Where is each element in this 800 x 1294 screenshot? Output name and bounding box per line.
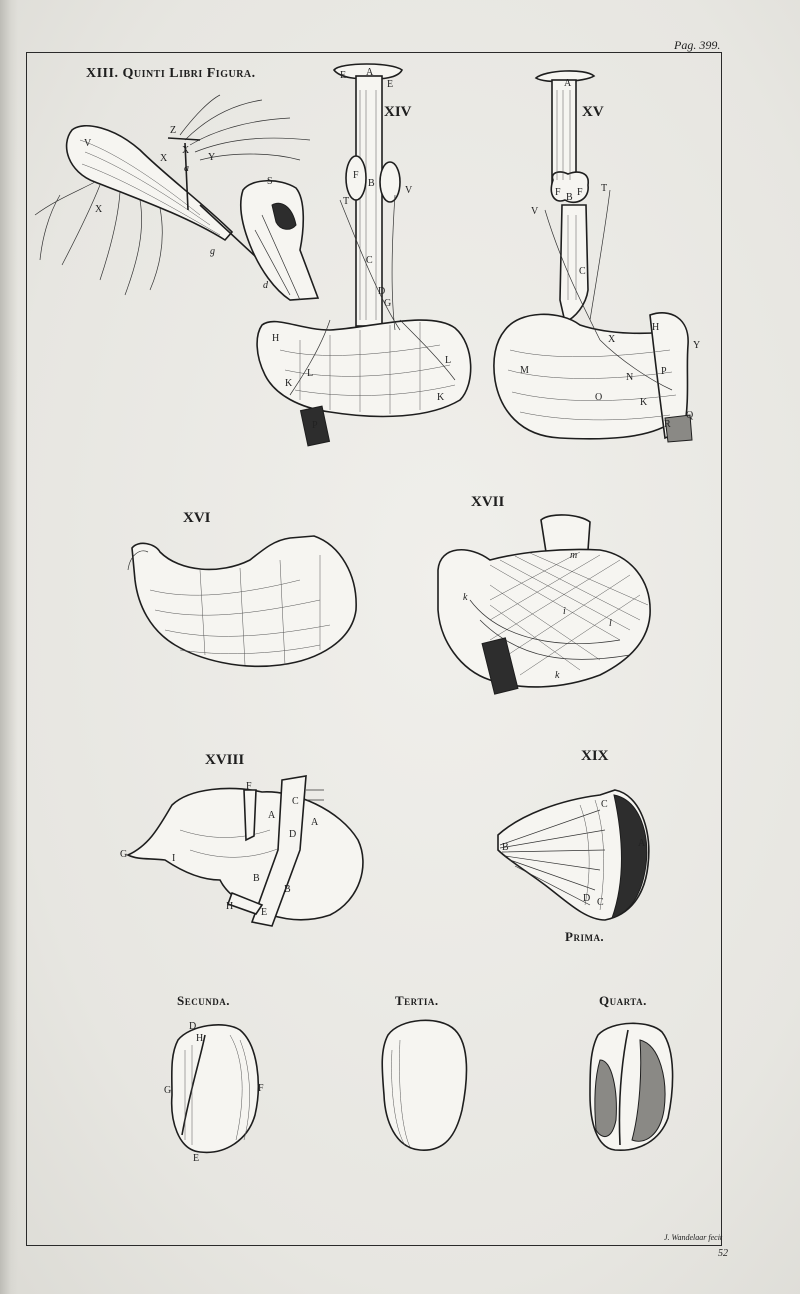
label-xiv-b: B bbox=[368, 178, 375, 189]
figure-label-quarta: Quarta. bbox=[599, 993, 647, 1008]
label-xiv-g: G bbox=[384, 298, 392, 309]
folio-number: 52 bbox=[718, 1248, 728, 1259]
label-xiv-p: P bbox=[312, 420, 318, 431]
label-xix-c2: C bbox=[597, 897, 604, 908]
label-xv-r: R bbox=[664, 419, 671, 430]
label-xviii-c: C bbox=[292, 796, 299, 807]
label-xiii-g: g bbox=[210, 246, 215, 257]
figure-tertia-kidney bbox=[382, 1020, 466, 1150]
label-xv-a: A bbox=[564, 78, 572, 89]
label-xv-h: H bbox=[652, 322, 660, 333]
figure-xvi-stomach bbox=[128, 536, 356, 666]
label-xvii-m: m bbox=[570, 550, 578, 561]
label-xiv-e2: E bbox=[387, 79, 394, 90]
label-secunda-d: D bbox=[189, 1021, 197, 1032]
label-xv-p: P bbox=[661, 366, 667, 377]
figure-quarta-kidney bbox=[590, 1023, 673, 1150]
label-xiv-t: T bbox=[343, 196, 350, 207]
label-xvii-k2: k bbox=[555, 670, 560, 681]
label-xv-m: M bbox=[520, 365, 529, 376]
label-xiii-x3: X bbox=[95, 204, 103, 215]
label-xviii-e: E bbox=[261, 907, 268, 918]
label-xv-v: V bbox=[531, 206, 539, 217]
figure-label-xvii: XVII bbox=[471, 494, 505, 510]
label-xviii-a2: A bbox=[311, 817, 319, 828]
page-number: Pag. 399. bbox=[674, 38, 721, 52]
figure-label-xvi: XVI bbox=[183, 510, 211, 526]
figure-label-secunda: Secunda. bbox=[177, 993, 230, 1008]
figure-label-xv: XV bbox=[582, 104, 604, 120]
label-xviii-a1: A bbox=[268, 810, 276, 821]
label-secunda-h: H bbox=[196, 1033, 204, 1044]
plate-title: XIII. Quinti Libri Figura. bbox=[86, 66, 256, 81]
label-xviii-f: F bbox=[246, 781, 252, 792]
label-xv-q: Q bbox=[686, 410, 694, 421]
figure-label-xiv: XIV bbox=[384, 104, 412, 120]
figure-label-prima: Prima. bbox=[565, 929, 605, 944]
label-xiv-l2: L bbox=[445, 355, 452, 366]
label-xiii-x2: X bbox=[182, 145, 190, 156]
label-xviii-g: G bbox=[120, 849, 128, 860]
label-xiv-k2: K bbox=[437, 392, 445, 403]
label-xviii-i: I bbox=[172, 853, 176, 864]
label-xiv-f: F bbox=[353, 170, 359, 181]
label-xiv-k1: K bbox=[285, 378, 293, 389]
figure-xviii-organ bbox=[128, 776, 363, 926]
label-xv-n: N bbox=[626, 372, 634, 383]
label-xix-b: B bbox=[502, 842, 509, 853]
label-xix-d: D bbox=[583, 893, 591, 904]
label-xv-k: K bbox=[640, 397, 648, 408]
label-xv-y: Y bbox=[693, 340, 701, 351]
label-xviii-d: D bbox=[289, 829, 297, 840]
label-xiv-e1: E bbox=[340, 70, 347, 81]
label-xiii-d: d bbox=[263, 280, 268, 291]
label-xiv-a: A bbox=[366, 67, 374, 78]
label-xvii-l: l bbox=[609, 618, 612, 629]
label-xv-o: O bbox=[595, 392, 603, 403]
label-xiv-h: H bbox=[272, 333, 280, 344]
figure-secunda-kidney bbox=[172, 1025, 259, 1153]
figure-xix-organ bbox=[498, 790, 649, 920]
label-xv-f2: F bbox=[577, 187, 583, 198]
label-secunda-g: G bbox=[164, 1085, 172, 1096]
label-xiv-v: V bbox=[405, 185, 413, 196]
label-xv-b: B bbox=[566, 192, 573, 203]
figure-label-xviii: XVIII bbox=[205, 752, 245, 768]
label-xiii-a: a bbox=[184, 163, 189, 174]
figure-xv-stomach bbox=[494, 71, 692, 442]
label-xviii-h: H bbox=[226, 901, 234, 912]
label-xiii-y: Y bbox=[208, 152, 216, 163]
label-xv-x: X bbox=[608, 334, 616, 345]
label-xvii-k1: k bbox=[463, 592, 468, 603]
figure-label-tertia: Tertia. bbox=[395, 993, 439, 1008]
label-xiv-c: C bbox=[366, 255, 373, 266]
label-xiv-d: D bbox=[378, 286, 386, 297]
label-xiii-z: Z bbox=[170, 125, 177, 136]
label-xv-c: C bbox=[579, 266, 586, 277]
label-xiv-l1: L bbox=[307, 368, 314, 379]
label-secunda-f: F bbox=[258, 1083, 264, 1094]
figure-xiii-gallbladder bbox=[35, 95, 318, 300]
label-xiii-x1: X bbox=[160, 153, 168, 164]
label-secunda-e: E bbox=[193, 1153, 200, 1164]
figure-label-xix: XIX bbox=[581, 748, 609, 764]
label-xvii-i: i bbox=[563, 606, 566, 617]
label-xv-f1: F bbox=[555, 187, 561, 198]
label-xiii-v: V bbox=[84, 138, 92, 149]
figure-xvii-stomach bbox=[438, 515, 650, 694]
engraver-signature: J. Wandelaar fecit bbox=[664, 1233, 723, 1242]
label-xviii-b1: B bbox=[253, 873, 260, 884]
label-xv-t: T bbox=[601, 183, 608, 194]
label-xix-a: A bbox=[638, 838, 646, 849]
label-xviii-b2: B bbox=[284, 884, 291, 895]
label-xix-c1: C bbox=[601, 799, 608, 810]
label-xiii-s: S bbox=[267, 176, 273, 187]
